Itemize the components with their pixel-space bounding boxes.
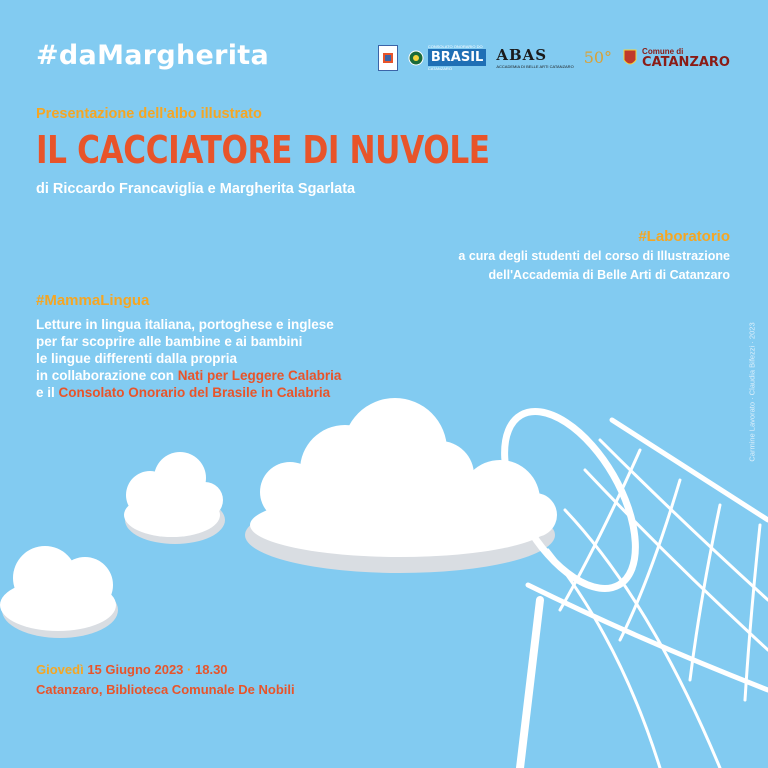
logo-bar xyxy=(378,44,730,71)
event-time: 18.30 xyxy=(195,662,228,677)
event-place: Catanzaro, Biblioteca Comunale De Nobili xyxy=(36,682,295,697)
mammalingua-line-2: per far scoprire alle bambine e ai bambini xyxy=(36,334,303,349)
mammalingua-line-3: le lingue differenti dalla propria xyxy=(36,351,238,366)
logo-comune-top: Comune di xyxy=(642,46,684,56)
book-subtitle: Presentazione dell'albo illustrato xyxy=(36,106,262,122)
book-title: IL CACCIATORE DI NUVOLE xyxy=(36,128,490,172)
hashtag-title: #daMargherita xyxy=(36,40,270,71)
mammalingua-line-5 xyxy=(36,384,341,401)
mammalingua-line-1: Letture in lingua italiana, portoghese e inglese xyxy=(36,317,334,332)
mammalingua-tag: #MammaLingua xyxy=(36,292,150,309)
emblem-icon xyxy=(408,50,424,66)
logo-abas-sub: ACCADEMIA DI BELLE ARTI CATANZARO xyxy=(496,64,574,69)
event-date: 15 Giugno 2023 xyxy=(87,662,184,677)
mammalingua-line-4-prefix: in collaborazione con xyxy=(36,368,178,383)
illustration-credit: Carmine Lavorato · Claudia Bifezzi · 2023 xyxy=(747,322,757,462)
partner-consolato: Consolato Onorario del Brasile in Calabria xyxy=(58,385,331,400)
event-separator: · xyxy=(187,662,192,677)
laboratorio-line-1: a cura degli studenti del corso di Illustrazione xyxy=(458,249,730,263)
logo-abas-word: ABAS xyxy=(496,46,548,64)
laboratorio-tag: #Laboratorio xyxy=(638,228,730,245)
logo-comune-catanzaro xyxy=(622,47,730,69)
mammalingua-line-5-prefix: e il xyxy=(36,385,59,400)
logo-brasil-sub: CATANZARO xyxy=(427,66,452,71)
cloud-small-left xyxy=(0,546,118,638)
logo-abas xyxy=(496,46,573,69)
logo-consolato-brasil xyxy=(408,44,486,71)
event-day: Giovedì xyxy=(36,662,84,677)
partner-nati-per-leggere: Nati per Leggere Calabria xyxy=(177,368,342,383)
logo-brasil-top: CONSOLATO ONORARIO DO xyxy=(427,44,483,49)
laboratorio-text xyxy=(458,247,730,285)
logo-fifty: 50° xyxy=(583,48,613,67)
logo-brasil-word: BRASIL xyxy=(428,49,486,66)
mammalingua-text xyxy=(36,316,341,401)
book-authors: di Riccardo Francaviglia e Margherita Sgarlata xyxy=(36,181,356,197)
crest-icon xyxy=(622,48,638,68)
logo-comune-name: CATANZARO xyxy=(642,54,730,70)
mammalingua-line-4 xyxy=(36,367,341,384)
cloud-small-middle xyxy=(124,452,225,544)
laboratorio-line-2: dell'Accademia di Belle Arti di Catanzaro xyxy=(488,268,730,282)
event-date-line xyxy=(36,662,228,677)
logo-nati-per-leggere xyxy=(378,45,398,71)
butterfly-net-icon xyxy=(478,390,768,768)
